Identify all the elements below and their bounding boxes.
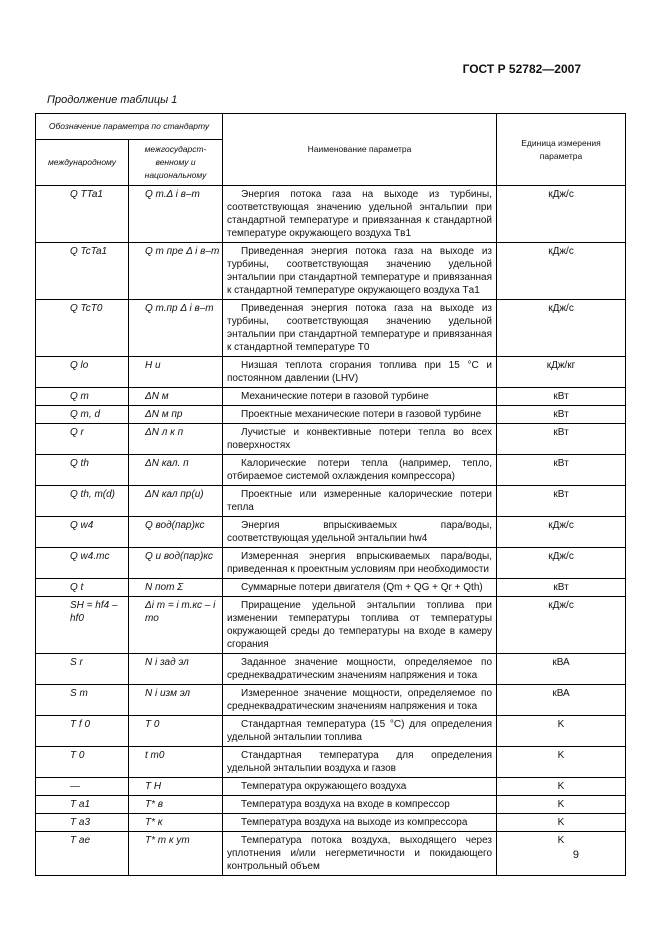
intl-symbol: Q w4.mc [36, 548, 129, 579]
intl-symbol: Q t [36, 579, 129, 597]
unit-cell: K [497, 814, 626, 832]
intl-symbol: T a1 [36, 796, 129, 814]
table-row [36, 357, 626, 388]
national-symbol: T 0 [129, 716, 223, 747]
unit-cell: кВт [497, 486, 626, 517]
unit-cell: кДж/с [497, 548, 626, 579]
intl-symbol: T f 0 [36, 716, 129, 747]
national-symbol: Q и вод(пар)кс [129, 548, 223, 579]
national-symbol: ΔN м пр [129, 406, 223, 424]
international-header: международному [36, 140, 129, 186]
parameter-name: Приведенная энергия потока газа на выходе из турбины, соответствующая значению удельной энтальпии при стандартной температуре и привязанная к стандартной температуре окружающего воздуха Tа1 [223, 243, 497, 300]
designation-group-header: Обозначение параметра по стандарту [36, 114, 223, 140]
table-row [36, 778, 626, 796]
parameter-name: Заданное значение мощности, определяемое по среднеквадратическим значениям напряжения и тока [223, 654, 497, 685]
table-row [36, 548, 626, 579]
national-symbol: t т0 [129, 747, 223, 778]
national-symbol: N i изм эл [129, 685, 223, 716]
parameter-name: Низшая теплота сгорания топлива при 15 °С и постоянном давлении (LHV) [223, 357, 497, 388]
table-row [36, 486, 626, 517]
national-symbol: H u [129, 357, 223, 388]
intl-symbol: S m [36, 685, 129, 716]
unit-cell: кДж/с [497, 243, 626, 300]
unit-cell: K [497, 778, 626, 796]
parameter-name: Температура воздуха на входе в компрессор [223, 796, 497, 814]
table-row [36, 517, 626, 548]
intl-symbol: Q m, d [36, 406, 129, 424]
parameter-name: Температура окружающего воздуха [223, 778, 497, 796]
national-symbol: T* в [129, 796, 223, 814]
unit-cell: кДж/кг [497, 357, 626, 388]
parameter-name: Температура воздуха на выходе из компрессора [223, 814, 497, 832]
unit-cell: кДж/с [497, 517, 626, 548]
table-row [36, 654, 626, 685]
unit-cell: K [497, 716, 626, 747]
national-symbol: Q т.Δ i в–т [129, 186, 223, 243]
national-symbol: T H [129, 778, 223, 796]
unit-header: Единица измерения параметра [497, 114, 626, 186]
unit-cell: кДж/с [497, 186, 626, 243]
parameter-name: Измеренная энергия впрыскиваемых пара/воды, приведенная к проектным условиям при необходимости [223, 548, 497, 579]
national-symbol: ΔN кал. п [129, 455, 223, 486]
table-row [36, 814, 626, 832]
unit-cell: K [497, 832, 626, 876]
national-symbol: ΔN м [129, 388, 223, 406]
intl-symbol: Q r [36, 424, 129, 455]
table-row [36, 796, 626, 814]
intl-symbol: Q m [36, 388, 129, 406]
table-row [36, 685, 626, 716]
table-row [36, 388, 626, 406]
intl-symbol: SH = hf4 – hf0 [36, 597, 129, 654]
national-symbol: N пот Σ [129, 579, 223, 597]
intl-symbol: T ae [36, 832, 129, 876]
intl-symbol: Q th [36, 455, 129, 486]
intl-symbol: Q th, m(d) [36, 486, 129, 517]
national-symbol: N i зад эл [129, 654, 223, 685]
table-row [36, 579, 626, 597]
table-row [36, 597, 626, 654]
parameter-name: Проектные или измеренные калорические потери тепла [223, 486, 497, 517]
table-row [36, 243, 626, 300]
intl-symbol: T a3 [36, 814, 129, 832]
parameter-name: Проектные механические потери в газовой турбине [223, 406, 497, 424]
parameter-name: Стандартная температура для определения удельной энтальпии воздуха и газов [223, 747, 497, 778]
unit-cell: кВт [497, 579, 626, 597]
unit-cell: кВт [497, 424, 626, 455]
table-continuation-label: Продолжение таблицы 1 [47, 94, 178, 106]
national-symbol: Q т пре Δ i в–т [129, 243, 223, 300]
intl-symbol: Q TcT0 [36, 300, 129, 357]
intl-symbol: S r [36, 654, 129, 685]
parameter-table [35, 113, 626, 876]
table-row [36, 832, 626, 876]
national-symbol: ΔN л к п [129, 424, 223, 455]
intl-symbol: Q TcTa1 [36, 243, 129, 300]
parameter-name: Приращение удельной энтальпии топлива при изменении температуры топлива от температуры окружающей среды до температуры на входе в камеру сгорания [223, 597, 497, 654]
unit-cell: кВт [497, 388, 626, 406]
national-symbol: Δi m = i т.кс – i то [129, 597, 223, 654]
intl-symbol: T 0 [36, 747, 129, 778]
national-header: межгосударст-венному и национальному [129, 140, 223, 186]
name-header: Наименование параметра [223, 114, 497, 186]
unit-cell: кДж/с [497, 300, 626, 357]
parameter-name: Суммарные потери двигателя (Qm + QG + Qr + Qth) [223, 579, 497, 597]
national-symbol: T* т к ут [129, 832, 223, 876]
table-row [36, 455, 626, 486]
unit-cell: K [497, 747, 626, 778]
unit-cell: K [497, 796, 626, 814]
parameter-name: Стандартная температура (15 °С) для определения удельной энтальпии топлива [223, 716, 497, 747]
national-symbol: T* к [129, 814, 223, 832]
table-row [36, 716, 626, 747]
parameter-name: Энергия впрыскиваемых пара/воды, соответствующая удельной энтальпии hw4 [223, 517, 497, 548]
page-number: 9 [572, 849, 579, 861]
unit-cell: кВт [497, 455, 626, 486]
unit-cell: кВА [497, 685, 626, 716]
intl-symbol: Q lo [36, 357, 129, 388]
unit-cell: кДж/с [497, 597, 626, 654]
intl-symbol: Q TTa1 [36, 186, 129, 243]
standard-code: ГОСТ Р 52782—2007 [462, 62, 581, 76]
table-row [36, 186, 626, 243]
intl-symbol: — [36, 778, 129, 796]
parameter-name: Механические потери в газовой турбине [223, 388, 497, 406]
parameter-name: Калорические потери тепла (например, тепло, отбираемое системой охлаждения компрессора) [223, 455, 497, 486]
intl-symbol: Q w4 [36, 517, 129, 548]
national-symbol: Q т.пр Δ i в–т [129, 300, 223, 357]
parameter-name: Температура потока воздуха, выходящего через уплотнения и/или негерметичности и покидающего контрольный объем [223, 832, 497, 876]
parameter-name: Энергия потока газа на выходе из турбины, соответствующая значению удельной энтальпии при стандартной температуре и привязанная к стандартной температуре окружающего воздуха Tв1 [223, 186, 497, 243]
national-symbol: Q вод(пар)кс [129, 517, 223, 548]
table-row [36, 300, 626, 357]
parameter-name: Лучистые и конвективные потери тепла во всех поверхностях [223, 424, 497, 455]
national-symbol: ΔN кал пр(и) [129, 486, 223, 517]
table-row [36, 406, 626, 424]
unit-cell: кВА [497, 654, 626, 685]
table-row [36, 747, 626, 778]
parameter-name: Приведенная энергия потока газа на выходе из турбины, соответствующая значению удельной энтальпии при стандартной температуре и привязанная к стандартной температуре T0 [223, 300, 497, 357]
table-row [36, 424, 626, 455]
parameter-name: Измеренное значение мощности, определяемое по среднеквадратическим значениям напряжения и тока [223, 685, 497, 716]
unit-cell: кВт [497, 406, 626, 424]
